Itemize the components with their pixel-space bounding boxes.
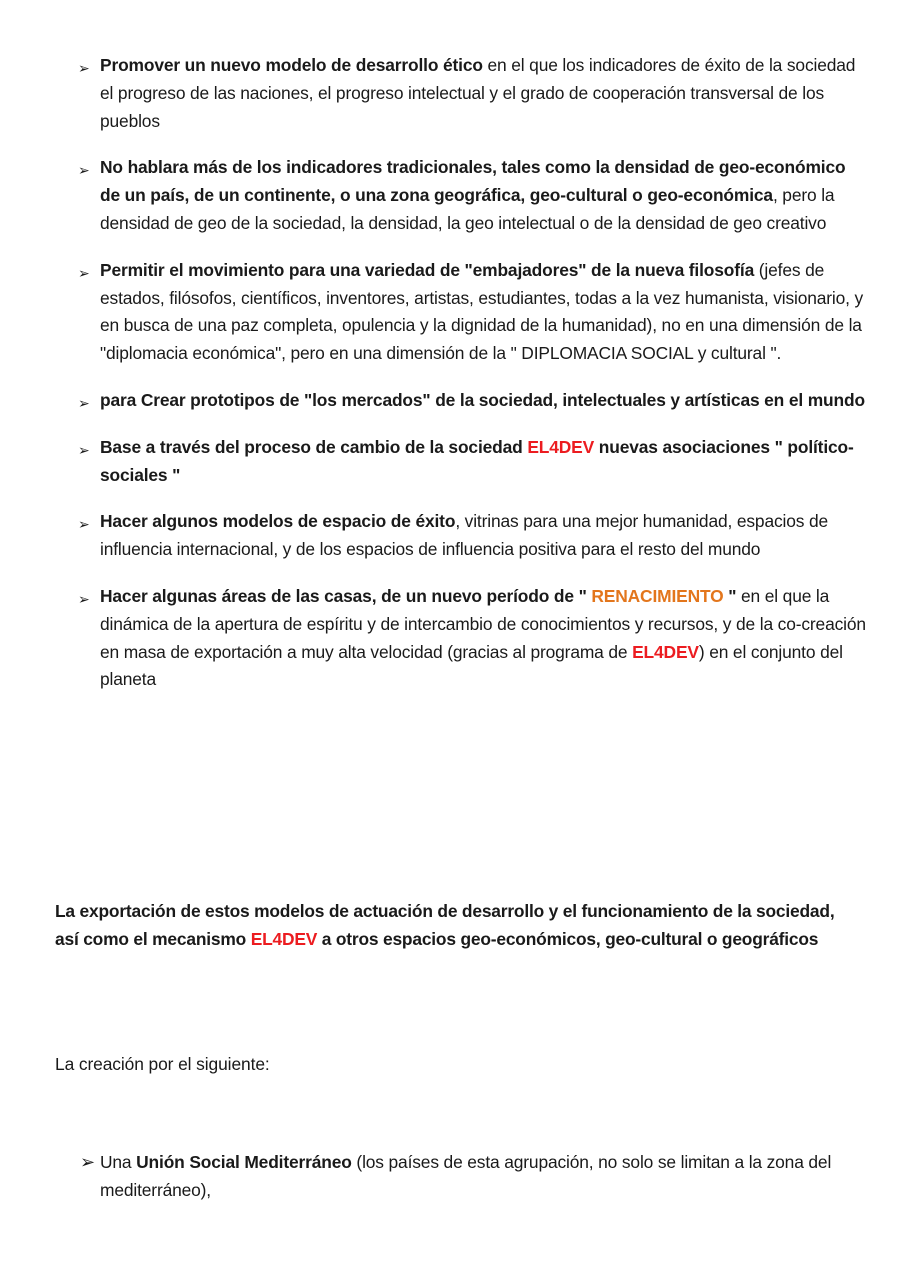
brand-el4dev: EL4DEV	[632, 641, 699, 662]
list-item-text	[100, 52, 868, 135]
arrow-bullet-icon: ➢	[78, 394, 90, 411]
list-item-seg-1: Hacer algunas áreas de las casas, de un nuevo período de "	[100, 585, 592, 606]
final-list-item	[80, 1148, 890, 1204]
list-item	[78, 257, 868, 368]
bold-paragraph-part2: a otros espacios geo-económicos, geo-cultural o geográficos	[317, 929, 819, 949]
list-item-text	[100, 583, 868, 694]
list-item-rest: en el que los indicadores de éxito de la sociedad el progreso de las naciones, el progreso intelectual y el grado de cooperación transversal de los pueblos	[100, 55, 856, 131]
list-item	[78, 583, 868, 694]
list-item-lead: Permitir el movimiento para una variedad de "embajadores" de la nueva filosofía	[100, 259, 755, 280]
highlight-renacimiento: RENACIMIENTO	[591, 585, 724, 606]
arrow-bullet-icon: ➢	[78, 516, 90, 533]
bold-paragraph-part1: La exportación de estos modelos de actuación de desarrollo y el funcionamiento de la sociedad, así como el mecanismo	[55, 901, 835, 949]
arrow-bullet-icon: ➢	[78, 441, 90, 458]
final-list-item-bold: Unión Social Mediterráneo	[136, 1152, 352, 1172]
final-list-item-rest: (los países de esta agrupación, no solo se limitan a la zona del mediterráneo),	[100, 1152, 832, 1200]
arrow-bullet-icon: ➢	[78, 264, 90, 281]
brand-el4dev: EL4DEV	[250, 929, 318, 949]
list-item-seg-3: "	[723, 585, 737, 606]
bullet-list	[78, 52, 868, 713]
list-item-rest: (jefes de estados, filósofos, científicos, inventores, artistas, estudiantes, todas a la vez humanista, visionario, y en busca de una paz completa, opulencia y la dignidad de la humanidad), no en una dimensión de la "diplomacia económica", pero en una dimensión de la " DIPLOMACIA SOCIAL y cultural ".	[100, 259, 864, 364]
list-item-lead: No hablara más de los indicadores tradicionales, tales como la densidad de geo-económico de un país, de un continente, o una zona geográfica, geo-cultural o geo-económica	[100, 157, 846, 206]
final-list-item-prefix: Una	[100, 1152, 137, 1172]
list-item-seg-3: nuevas asociaciones " político-sociales "	[100, 436, 854, 485]
list-item-seg-4: en el que la dinámica de la apertura de espíritu y de intercambio de conocimientos y recursos, y de la co-creación en masa de exportación a muy alta velocidad (gracias al programa de	[100, 585, 866, 662]
arrow-bullet-icon: ➢	[78, 162, 90, 179]
bold-paragraph	[55, 897, 855, 953]
list-item-rest: , vitrinas para una mejor humanidad, espacios de influencia internacional, y de los espacios de influencia positiva para el resto del mundo	[100, 511, 829, 560]
list-item	[78, 387, 868, 415]
list-item	[78, 154, 868, 237]
list-item-seg-6: ) en el conjunto del planeta	[100, 641, 843, 690]
list-item	[78, 52, 868, 135]
arrow-bullet-icon: ➢	[80, 1152, 95, 1172]
list-item-lead: Hacer algunos modelos de espacio de éxito	[100, 511, 456, 532]
arrow-bullet-icon: ➢	[78, 590, 90, 607]
list-item-text	[100, 257, 868, 368]
list-item-text	[100, 434, 868, 490]
list-item-lead: Promover un nuevo modelo de desarrollo ético	[100, 55, 483, 75]
list-item-text	[100, 508, 868, 564]
list-item	[78, 434, 868, 490]
list-item-lead: para Crear prototipos de "los mercados" de la sociedad, intelectuales y artísticas en el mundo	[100, 389, 865, 410]
list-item-text	[100, 154, 868, 237]
arrow-bullet-icon: ➢	[78, 60, 90, 76]
list-item-rest: , pero la densidad de geo de la sociedad, la densidad, la geo intelectual o de la densidad de geo creativo	[100, 185, 835, 233]
brand-el4dev: EL4DEV	[527, 436, 595, 457]
list-item-seg-1: Base a través del proceso de cambio de la sociedad	[100, 436, 528, 457]
list-item	[78, 508, 868, 564]
list-item-text	[100, 387, 868, 415]
plain-paragraph: La creación por el siguiente:	[55, 1054, 270, 1074]
